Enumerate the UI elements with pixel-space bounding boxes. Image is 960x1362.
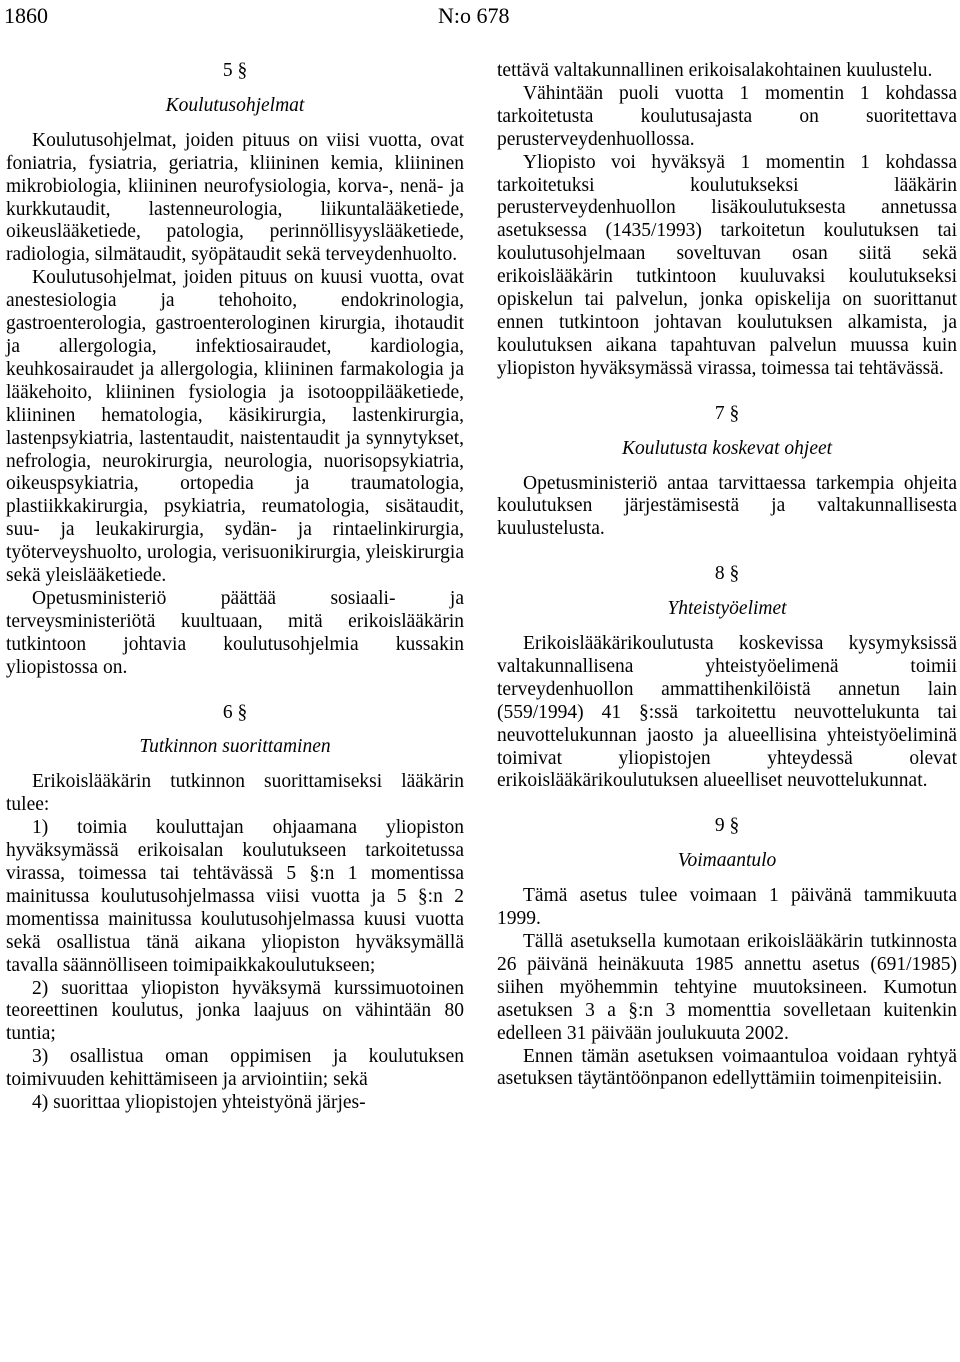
section-6-item-2: 2) suorittaa yliopiston hyväksymä kurssimuotoinen teoreettinen koulutus, jonka laajuus on vähintään 80 tuntia; [6, 977, 464, 1045]
section-6-number: 6 § [222, 701, 248, 723]
section-9-paragraph-2: Tällä asetuksella kumotaan erikoislääkärin tutkinnosta 26 päivänä heinäkuuta 1985 annettu asetus (691/1985) siihen myöhemmin tehtyine muutoksineen. Kumotun asetuksen 3 a §:n 3 momenttia sovelletaan kuitenkin edelleen 31 päivään joulukuuta 2002. [497, 931, 957, 1044]
section-6-title: Tutkinnon suorittaminen [139, 736, 331, 758]
section-5-paragraph-3: Opetusministeriö päättää sosiaali- ja terveysministeriötä kuultuaan, mitä erikoislääkärin tutkintoon johtavia koulutusohjelmia kussakin yliopistossa on. [6, 587, 464, 678]
section-5-number: 5 § [222, 60, 248, 81]
section-9-paragraph-1: Tämä asetus tulee voimaan 1 päivänä tammikuuta 1999. [497, 885, 957, 930]
issue-number: N:o 678 [438, 3, 510, 28]
section-5-paragraph-1: Koulutusohjelmat, joiden pituus on viisi vuotta, ovat foniatria, fysiatria, geriatria, kliininen kemia, kliininen mikrobiologia, kliininen neurofysiologia, korva-, nenä- ja kurkkutaudit, lastenneurologia, liikuntalääketiede, oikeuslääketiede, patologia, perinnöllisyyslääketiede, radiologia, silmätaudit, syöpätaudit sekä terveydenhuolto. [6, 129, 464, 266]
section-7-number: 7 § [714, 402, 740, 424]
section-8-title: Yhteistyöelimet [667, 598, 787, 620]
left-column [6, 60, 464, 1115]
section-6-continuation: tettävä valtakunnallinen erikoisalakohtainen kuulustelu. [497, 60, 933, 81]
section-6-paragraph-1: Erikoislääkärin tutkinnon suorittamiseksi lääkärin tulee: [6, 771, 464, 816]
page-number: 1860 [4, 3, 48, 28]
section-7-paragraph-1: Opetusministeriö antaa tarvittaessa tarkempia ohjeita koulutuksen järjestämisestä ja valtakunnallisesta kuulustelusta. [497, 472, 957, 540]
section-9-number: 9 § [714, 815, 740, 837]
section-6-item-1: 1) toimia kouluttajan ohjaamana yliopiston hyväksymässä erikoisalan koulutukseen tarkoitetussa virassa, toimessa tai tehtävässä 5 §:n 1 momentissa mainitussa koulutusohjelmassa viisi vuotta ja 5 §:n 2 momentissa mainitussa koulutusohjelmassa kuusi vuotta sekä osallistua tänä aikana yliopiston hyväksymällä tavalla säännölliseen toimipaikkakoulutukseen; [6, 817, 464, 976]
section-6-item-3: 3) osallistua oman oppimisen ja koulutuksen toimivuuden kehittämiseen ja arviointiin; sekä [6, 1046, 464, 1091]
section-5-title: Koulutusohjelmat [165, 94, 305, 116]
section-6-paragraph-2: Vähintään puoli vuotta 1 momentin 1 kohdassa tarkoitetusta koulutusajasta on suoritettava perusterveydenhuollossa. [497, 82, 957, 150]
page-header [0, 0, 960, 30]
section-6-paragraph-3: Yliopisto voi hyväksyä 1 momentin 1 kohdassa tarkoitetuksi koulutukseksi lääkärin perusterveydenhuollon lisäkoulutuksesta annetussa asetuksessa (1435/1993) tarkoitetun koulutuksen tai koulutusohjelmaan soveltuvan osan siitä sekä erikoislääkärin tutkintoon kuuluvaksi koulutukseksi opiskelun tai palvelun, jonka opiskelija on suorittanut ennen tutkintoon johtavan koulutuksen alkamista, ja koulutuksen aikana tapahtuvan palvelun muussa kuin yliopiston hyväksymässä virassa, toimessa tai tehtävässä. [497, 151, 957, 379]
section-8-paragraph-1: Erikoislääkärikoulutusta koskevissa kysymyksissä valtakunnallisena yhteistyöelimenä toimii terveydenhuollon ammattihenkilöistä annetun lain (559/1994) 41 §:ssä tarkoitettu neuvottelukunta tai neuvottelukunnan jaosto ja alueellisina yhteistyöeliminä toimivat yliopistojen yhteydessä olevat erikoislääkärikoulutuksen alueelliset neuvottelukunnat. [497, 633, 957, 792]
section-9-title: Voimaantulo [677, 850, 777, 872]
section-9-paragraph-3: Ennen tämän asetuksen voimaantuloa voidaan ryhtyä asetuksen täytäntöönpanon edellyttämiin toimenpiteisiin. [497, 1045, 957, 1090]
section-7-title: Koulutusta koskevat ohjeet [621, 437, 833, 459]
section-8-number: 8 § [714, 563, 740, 585]
section-6-item-4: 4) suorittaa yliopistojen yhteistyönä järjes- [32, 1092, 366, 1114]
section-5-paragraph-2: Koulutusohjelmat, joiden pituus on kuusi vuotta, ovat anestesiologia ja tehohoito, endokrinologia, gastroenterologia, gastroenterologinen kirurgia, ihotaudit ja allergologia, infektiosairaudet, kardiologia, keuhkosairaudet ja allergologia, kliininen farmakologia ja lääkehoito, kliininen fysiologia ja isotooppilääketiede, kliininen hematologia, käsikirurgia, lastenkirurgia, lastenpsykiatria, lastentaudit, naistentaudit ja synnytykset, nefrologia, neurokirurgia, neurologia, nuorisopsykiatria, oikeuspsykiatria, ortopedia ja traumatologia, plastiikkakirurgia, psykiatria, reumatologia, sisätaudit, suu- ja leukakirurgia, sydän- ja rintaelinkirurgia, työterveyshuolto, urologia, verisuonikirurgia, yleiskirurgia sekä yleislääketiede. [6, 267, 464, 587]
right-column [497, 60, 957, 1091]
